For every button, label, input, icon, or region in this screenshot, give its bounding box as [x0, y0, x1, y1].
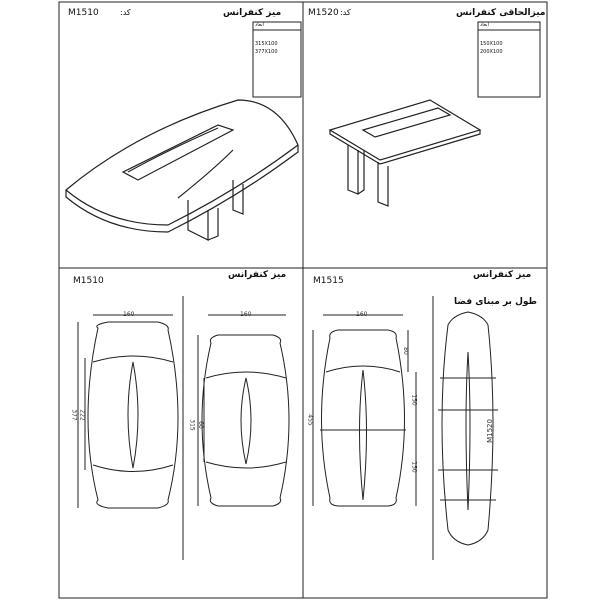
- dim-len-inner: 222: [78, 409, 86, 421]
- dim-len-b1: 315: [188, 419, 196, 431]
- code-m1520: M1520: [308, 8, 339, 18]
- code-label: :کد: [340, 8, 351, 17]
- dim-seg-bot: 150: [410, 461, 418, 473]
- title-bottom-left: میز کنفرانس: [228, 270, 287, 280]
- spec-value: 315X100: [255, 41, 278, 47]
- subtitle-bottom-right: طول بر مبنای فضا: [454, 297, 537, 307]
- table-m1510-perspective: [66, 100, 298, 240]
- table-m1520-perspective: [330, 100, 480, 206]
- spec-value: 200X100: [480, 49, 503, 55]
- title-top-left: میز کنفرانس: [223, 8, 282, 18]
- spec-header: ابعاد: [480, 22, 489, 28]
- code-m1510-plan: M1510: [73, 276, 104, 286]
- code-m1515: M1515: [313, 276, 344, 286]
- title-top-right: میزالحاقی کنفرانس: [456, 8, 546, 18]
- spec-header: ابعاد: [255, 22, 264, 28]
- dim-seg-mid: 150: [410, 394, 418, 406]
- dim-width-a: 160: [123, 311, 135, 318]
- spec-value: 377X100: [255, 49, 278, 55]
- code-m1510: M1510: [68, 8, 99, 18]
- spec-box-m1510: [253, 22, 301, 97]
- dim-len-b2: 60: [196, 421, 204, 429]
- dim-len-outer: 377: [70, 409, 78, 421]
- spec-box-m1520: [478, 22, 540, 97]
- plan-m1510-long: [78, 315, 178, 508]
- dim-width: 160: [356, 311, 368, 318]
- ext-label-m1520: M1520: [485, 419, 494, 443]
- spec-value: 150X100: [480, 41, 503, 47]
- dim-len-total: 455: [306, 414, 314, 426]
- catalog-sheet: [58, 0, 548, 600]
- dim-seg-top: 80: [401, 347, 409, 355]
- title-bottom-right: میز کنفرانس: [473, 270, 532, 280]
- dim-width-b: 160: [240, 311, 252, 318]
- plan-m1515: [313, 315, 416, 506]
- code-label: :کد: [120, 8, 131, 17]
